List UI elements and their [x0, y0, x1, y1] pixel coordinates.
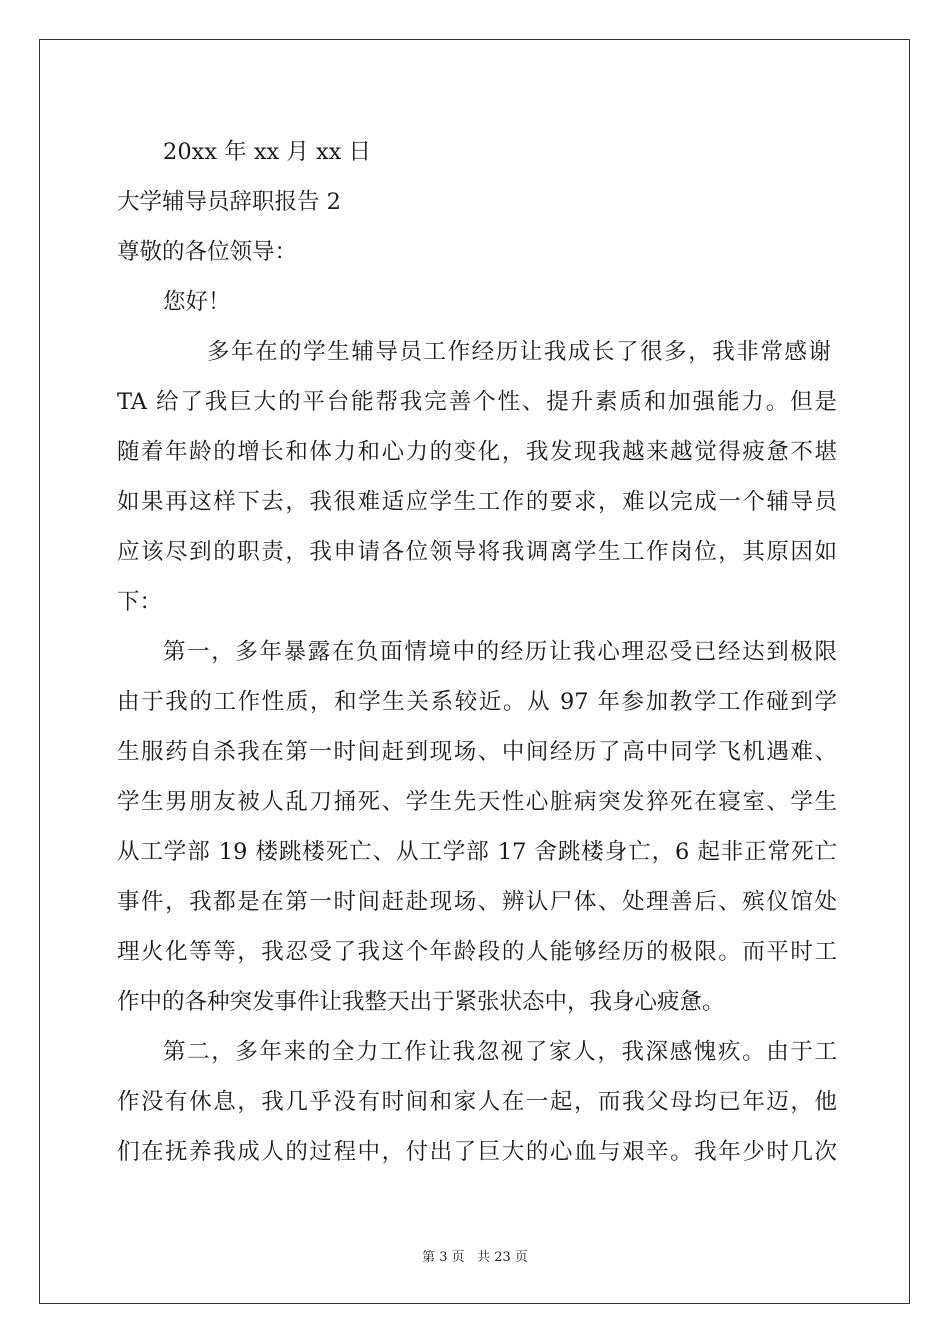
paragraph-line: 们在抚养我成人的过程中，付出了巨大的心血与艰辛。我年少时几次 — [117, 1139, 837, 1165]
paragraph-line: 生服药自杀我在第一时间赶到现场、中间经历了高中同学飞机遇难、 — [117, 739, 837, 765]
paragraph-line: 作没有休息，我几乎没有时间和家人在一起，而我父母均已年迈，他 — [117, 1089, 837, 1115]
page-number: 第 3 页 共 23 页 — [422, 1250, 528, 1265]
paragraph-line: 多年在的学生辅导员工作经历让我成长了很多，我非常感谢 — [207, 339, 831, 365]
paragraph-line: 随着年龄的增长和体力和心力的变化，我发现我越来越觉得疲惫不堪 — [117, 439, 837, 465]
paragraph-line: 第二，多年来的全力工作让我忽视了家人，我深感愧疚。由于工 — [163, 1039, 837, 1065]
paragraph-line: 作中的各种突发事件让我整天出于紧张状态中，我身心疲惫。 — [117, 989, 725, 1015]
date-line: 20xx 年 xx 月 xx 日 — [163, 139, 372, 165]
paragraph-line: 从工学部 19 楼跳楼死亡、从工学部 17 舍跳楼身亡，6 起非正常死亡 — [117, 839, 837, 865]
paragraph-line: TA 给了我巨大的平台能帮我完善个性、提升素质和加强能力。但是 — [117, 389, 837, 415]
paragraph-line: 应该尽到的职责，我申请各位领导将我调离学生工作岗位，其原因如 — [117, 539, 837, 565]
greeting: 您好！ — [163, 289, 231, 315]
salutation: 尊敬的各位领导： — [117, 239, 298, 265]
document-title: 大学辅导员辞职报告 2 — [117, 189, 341, 215]
paragraph-line: 下： — [117, 589, 163, 615]
paragraph-line: 事件，我都是在第一时间赶赴现场、辨认尸体、处理善后、殡仪馆处 — [117, 889, 837, 915]
paragraph-line: 如果再这样下去，我很难适应学生工作的要求，难以完成一个辅导员 — [117, 489, 837, 515]
paragraph-line: 由于我的工作性质，和学生关系较近。从 97 年参加教学工作碰到学 — [117, 689, 837, 715]
paragraph-line: 学生男朋友被人乱刀捅死、学生先天性心脏病突发猝死在寝室、学生 — [117, 789, 837, 815]
paragraph-line: 第一，多年暴露在负面情境中的经历让我心理忍受已经达到极限 — [163, 639, 837, 665]
paragraph-line: 理火化等等，我忍受了我这个年龄段的人能够经历的极限。而平时工 — [117, 939, 837, 965]
